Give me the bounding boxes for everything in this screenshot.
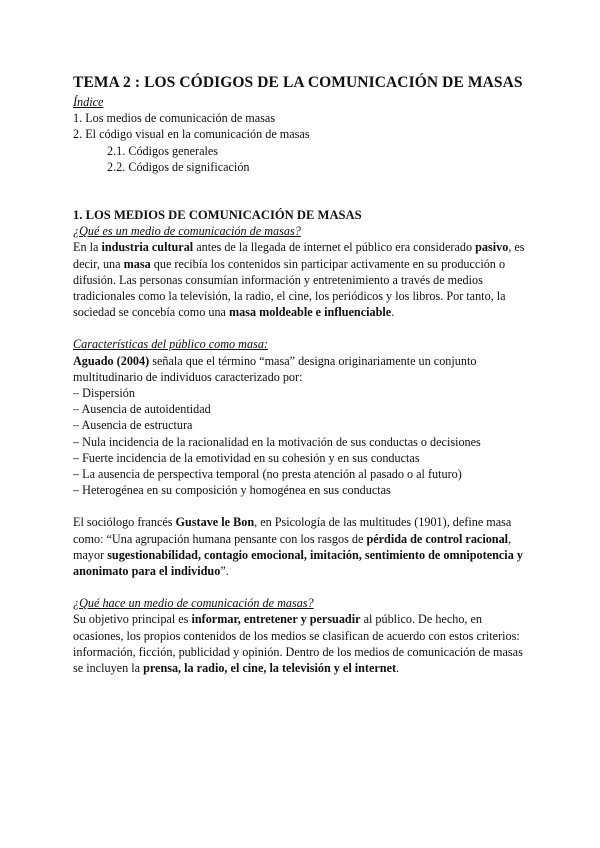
section-title: 1. LOS MEDIOS DE COMUNICACIÓN DE MASAS <box>73 208 362 223</box>
text-run: señala que el término “masa” designa originariamente un conjunto multitudinario de individuos caracterizado por: <box>73 353 477 384</box>
trait-item: – Heterogénea en su composición y homogénea en sus conductas <box>73 483 391 498</box>
trait-item: – Fuerte incidencia de la emotividad en su cohesión y en sus conductas <box>73 450 420 465</box>
bold-term: pérdida de control racional <box>366 531 509 546</box>
index-item-1: 1. Los medios de comunicación de masas <box>73 111 276 126</box>
text-run: que recibía los contenidos sin participar activamente en su producción o difusión. Las personas consumían información y entretenimiento a través de medios tradicionales como la televisión, la radio, el cine, los periódicos y los libros. Por tanto, la sociedad se concebía como una <box>73 256 506 320</box>
document-content <box>73 73 533 676</box>
trait-item: – Ausencia de autoidentidad <box>73 402 211 417</box>
bold-term: Aguado (2004) <box>73 353 150 368</box>
index-item-2-1: 2.1. Códigos generales <box>107 143 219 158</box>
trait-item: – Ausencia de estructura <box>73 418 193 433</box>
trait-item: – Nula incidencia de la racionalidad en la motivación de sus conductas o decisiones <box>73 434 481 449</box>
bold-term: masa moldeable e influenciable <box>229 305 392 320</box>
index-item-2: 2. El código visual en la comunicación de masas <box>73 127 310 142</box>
text-run: antes de la llegada de internet el público era considerado <box>193 240 476 255</box>
text-run: , en Psicología de las multitudes (1901), define masa como: “Una agrupación humana pensante con los rasgos de <box>73 515 512 546</box>
bold-term: sugestionabilidad, contagio emocional, imitación, sentimiento de omnipotencia y anonimato para el individuo <box>73 547 523 579</box>
paragraph-masa <box>73 239 533 320</box>
bold-term: Gustave le Bon <box>175 515 255 530</box>
text-run: El sociólogo francés <box>73 515 176 530</box>
bold-term: pasivo <box>475 240 509 255</box>
text-run: . <box>396 661 400 676</box>
document-title: TEMA 2 : LOS CÓDIGOS DE LA COMUNICACIÓN DE MASAS <box>73 74 523 91</box>
bold-term: masa <box>123 256 151 271</box>
text-run: . <box>391 305 395 320</box>
text-run: , mayor <box>73 531 512 562</box>
text-run: al público. De hecho, en ocasiones, los propios contenidos de los medios se clasifican de acuerdo con estos criterios: información, ficción, publicidad y opinión. Dentro de los medios de comunicación de masas se incluyen la <box>73 612 523 676</box>
text-run: Su objetivo principal es <box>73 612 192 627</box>
text-run: ”. <box>220 564 229 579</box>
trait-item: – La ausencia de perspectiva temporal (no presta atención al pasado o al futuro) <box>73 467 462 482</box>
paragraph-le-bon <box>73 514 533 579</box>
question-heading-1: ¿Qué es un medio de comunicación de masas? <box>73 224 301 239</box>
question-heading-3: ¿Qué hace un medio de comunicación de masas? <box>73 596 314 611</box>
trait-item: – Dispersión <box>73 386 135 401</box>
index-item-2-2: 2.2. Códigos de significación <box>107 159 250 174</box>
paragraph-objetivo <box>73 611 533 676</box>
index-label: Índice <box>73 95 104 109</box>
text-run: En la <box>73 240 102 255</box>
question-heading-2: Características del público como masa: <box>73 337 268 352</box>
bold-term: industria cultural <box>101 240 194 255</box>
text-run: , es decir, una <box>73 240 525 271</box>
bold-term: prensa, la radio, el cine, la televisión y el internet <box>143 661 397 676</box>
bold-term: informar, entretener y persuadir <box>191 612 361 627</box>
paragraph-aguado <box>73 353 533 385</box>
